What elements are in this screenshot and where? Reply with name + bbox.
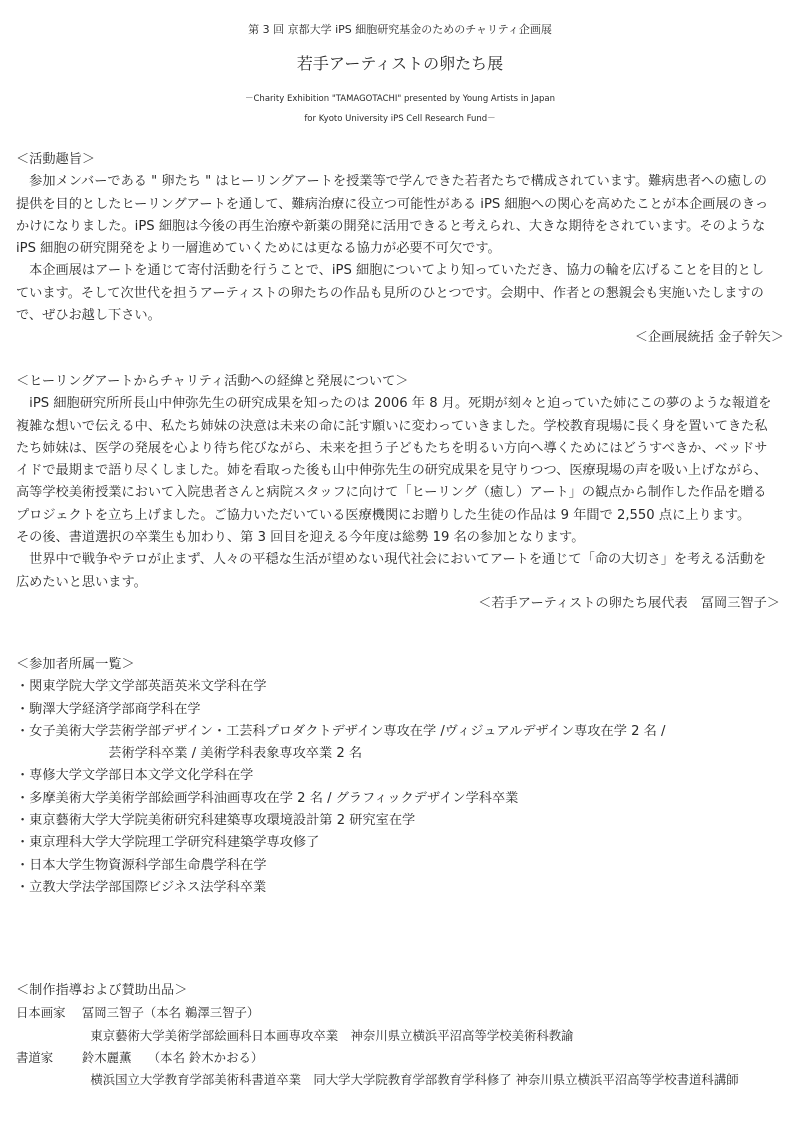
section-participants (16, 654, 666, 899)
list-item: ・日本大学生物資源科学部生命農学科在学 (16, 857, 267, 873)
list-item: ・多摩美術大学美術学部絵画学科油画専攻在学 2 名 / グラフィックデザイン学科卒業 (16, 790, 519, 806)
paragraph-line: 本企画展はアートを通じて寄付活動を行うことで、iPS 細胞についてより知っていただき、協力の輪を広げることを目的とし (16, 263, 765, 279)
exhibition-title: 若手アーティストの卵たち展 (296, 54, 504, 73)
list-item: ・女子美術大学芸術学部デザイン・工芸科プロダクトデザイン専攻在学 /ヴィジュアルデザイン専攻在学 2 名 / (16, 723, 666, 739)
paragraph-line: かけになりました。iPS 細胞は今後の再生治療や新薬の開発に活用できると考えられ、大きな期待をされています。そのような (16, 218, 766, 234)
instructor-line: 東京藝術大学美術学部絵画科日本画専攻卒業 神奈川県立横浜平沼高等学校美術科教諭 (16, 1027, 574, 1043)
section-heading: ＜参加者所属一覧＞ (16, 657, 135, 672)
paragraph-line: イドで最期まで語り尽くしました。姉を看取った後も山中伸弥先生の研究成果を見守りつつ、医療現場の声を吸い上げながら、 (16, 463, 768, 479)
paragraph-line: で、ぜひお越し下さい。 (16, 308, 161, 324)
paragraph-line: iPS 細胞の研究開発をより一層進めていくためには更なる協力が必要不可欠です。 (16, 241, 501, 257)
section-history-signature: ＜若手アーティストの卵たち展代表 冨岡三智子＞ (478, 596, 780, 611)
paragraph-line: 提供を目的としたヒーリングアートを通して、難病治療に役立つ可能性がある iPS 細胞への関心を高めたことが本企画展のきっ (16, 196, 769, 212)
paragraph-line: その後、書道選択の卒業生も加わり、第 3 回目を迎える今年度は総勢 19 名の参加となります。 (16, 530, 585, 546)
list-item: ・駒澤大学経済学部商学科在学 (16, 701, 201, 717)
paragraph-line: プロジェクトを立ち上げました。ご協力いただいている医療機関にお贈りした生徒の作品は 9 年間で 2,550 点に上ります。 (16, 507, 751, 523)
list-item: ・立教大学法学部国際ビジネス法学科卒業 (16, 879, 267, 895)
instructor-line: 書道家 鈴木麗薫 （本名 鈴木かおる） (16, 1049, 264, 1065)
paragraph-line: iPS 細胞研究所所長山中伸弥先生の研究成果を知ったのは 2006 年 8 月。死期が刻々と迫っていた姉にこの夢のような報道を (16, 396, 772, 412)
exhibition-subtitle-line-1: －Charity Exhibition "TAMAGOTACHI" presented by Young Artists in Japan (245, 94, 555, 104)
paragraph-line: 高等学校美術授業において入院患者さんと病院スタッフに向けて「ヒーリング（癒し）アート」の観点から制作した作品を贈る (16, 485, 767, 501)
list-item: ・関東学院大学文学部英語英米文学科在学 (16, 679, 267, 695)
exhibition-subtitle-line-2: for Kyoto University iPS Cell Research Fund－ (304, 114, 496, 124)
section-heading: ＜活動趣旨＞ (16, 152, 96, 167)
exhibition-series-title: 第 3 回 京都大学 iPS 細胞研究基金のためのチャリティ企画展 (248, 23, 552, 36)
section-heading: ＜ヒーリングアートからチャリティ活動への経緯と発展について＞ (16, 374, 409, 389)
section-purpose (16, 149, 768, 327)
paragraph-line: 複雑な想いで伝える中、私たち姉妹の決意は未来の命に託す願いに変わっていきました。学校教育現場に長く身を置いてきた私 (16, 418, 768, 434)
paragraph-line: 参加メンバーである " 卵たち " はヒーリングアートを授業等で学んできた若者たちで構成されています。難病患者への癒しの (16, 174, 767, 190)
paragraph-line: 世界中で戦争やテロが止まず、人々の平穏な生活が望めない現代社会においてアートを通じて「命の大切さ」を考える活動を (16, 552, 767, 568)
list-item: 芸術学科卒業 / 美術学科表象専攻卒業 2 名 (16, 746, 363, 762)
paragraph-line: たち姉妹は、医学の発展を心より待ち侘びながら、未来を担う子どもたちを明るい方向へ導くためにはどうすべきか、ベッドサ (16, 440, 768, 456)
section-instructors (16, 980, 739, 1091)
list-item: ・東京理科大学大学院理工学研究科建築学専攻修了 (16, 835, 320, 851)
list-item: ・専修大学文学部日本文学文化学科在学 (16, 768, 254, 784)
instructor-line: 横浜国立大学教育学部美術科書道卒業 同大学大学院教育学部教育学科修了 神奈川県立横浜平沼高等学校書道科講師 (16, 1072, 739, 1088)
section-purpose-signature: ＜企画展統括 金子幹矢＞ (634, 330, 784, 345)
paragraph-line: ています。そして次世代を担うアーティストの卵たちの作品も見所のひとつです。会期中、作者との懇親会も実施いたしますの (16, 285, 764, 301)
section-heading: ＜制作指導および賛助出品＞ (16, 983, 188, 998)
section-history (16, 371, 771, 594)
paragraph-line: 広めたいと思います。 (16, 574, 147, 590)
instructor-line: 日本画家 冨岡三智子（本名 鵜澤三智子） (16, 1005, 260, 1021)
list-item: ・東京藝術大学大学院美術研究科建築専攻環境設計第 2 研究室在学 (16, 813, 416, 829)
